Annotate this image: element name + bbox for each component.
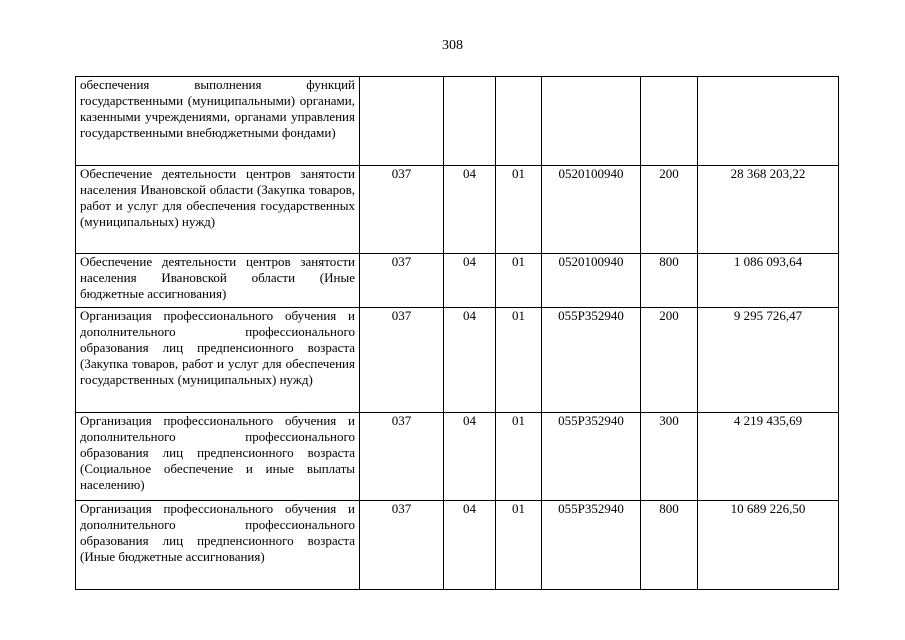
ministry-code: 037 bbox=[360, 308, 444, 413]
expense-type-code: 200 bbox=[641, 166, 698, 254]
section-code: 04 bbox=[444, 308, 496, 413]
row-description: Организация профессионального обучения и дополнительного профессионального образования лиц предпенсионного возраста (Закупка товаров, работ и услуг для обеспечения государственных (муниципальных) нужд) bbox=[76, 308, 360, 413]
row-description: Обеспечение деятельности центров занятости населения Ивановской области (Закупка товаров, работ и услуг для обеспечения государственных (муниципальных) нужд) bbox=[76, 166, 360, 254]
amount: 9 295 726,47 bbox=[698, 308, 839, 413]
table-row bbox=[76, 77, 839, 166]
table-row bbox=[76, 413, 839, 501]
target-article-code: 055P352940 bbox=[542, 501, 641, 590]
ministry-code: 037 bbox=[360, 166, 444, 254]
target-article-code: 0520100940 bbox=[542, 166, 641, 254]
subsection-code: 01 bbox=[496, 254, 542, 308]
ministry-code bbox=[360, 77, 444, 166]
row-description: Организация профессионального обучения и дополнительного профессионального образования лиц предпенсионного возраста (Социальное обеспечение и иные выплаты населению) bbox=[76, 413, 360, 501]
target-article-code bbox=[542, 77, 641, 166]
ministry-code: 037 bbox=[360, 254, 444, 308]
table-row bbox=[76, 166, 839, 254]
section-code: 04 bbox=[444, 166, 496, 254]
expense-type-code: 200 bbox=[641, 308, 698, 413]
amount bbox=[698, 77, 839, 166]
expense-type-code: 800 bbox=[641, 501, 698, 590]
subsection-code: 01 bbox=[496, 501, 542, 590]
page-number: 308 bbox=[442, 38, 463, 53]
amount: 4 219 435,69 bbox=[698, 413, 839, 501]
subsection-code bbox=[496, 77, 542, 166]
section-code bbox=[444, 77, 496, 166]
expense-type-code: 300 bbox=[641, 413, 698, 501]
expense-type-code: 800 bbox=[641, 254, 698, 308]
row-description: Обеспечение деятельности центров занятости населения Ивановской области (Иные бюджетные ассигнования) bbox=[76, 254, 360, 308]
table-row bbox=[76, 254, 839, 308]
subsection-code: 01 bbox=[496, 166, 542, 254]
section-code: 04 bbox=[444, 501, 496, 590]
table-row bbox=[76, 308, 839, 413]
ministry-code: 037 bbox=[360, 501, 444, 590]
section-code: 04 bbox=[444, 413, 496, 501]
table-row bbox=[76, 501, 839, 590]
subsection-code: 01 bbox=[496, 308, 542, 413]
target-article-code: 055P352940 bbox=[542, 308, 641, 413]
amount: 1 086 093,64 bbox=[698, 254, 839, 308]
ministry-code: 037 bbox=[360, 413, 444, 501]
target-article-code: 0520100940 bbox=[542, 254, 641, 308]
row-description: Организация профессионального обучения и дополнительного профессионального образования лиц предпенсионного возраста (Иные бюджетные ассигнования) bbox=[76, 501, 360, 590]
amount: 28 368 203,22 bbox=[698, 166, 839, 254]
amount: 10 689 226,50 bbox=[698, 501, 839, 590]
subsection-code: 01 bbox=[496, 413, 542, 501]
expense-type-code bbox=[641, 77, 698, 166]
target-article-code: 055P352940 bbox=[542, 413, 641, 501]
budget-table bbox=[75, 76, 839, 590]
row-description: обеспечения выполнения функций государственными (муниципальными) органами, казенными учреждениями, органами управления государственными внебюджетными фондами) bbox=[76, 77, 360, 166]
section-code: 04 bbox=[444, 254, 496, 308]
